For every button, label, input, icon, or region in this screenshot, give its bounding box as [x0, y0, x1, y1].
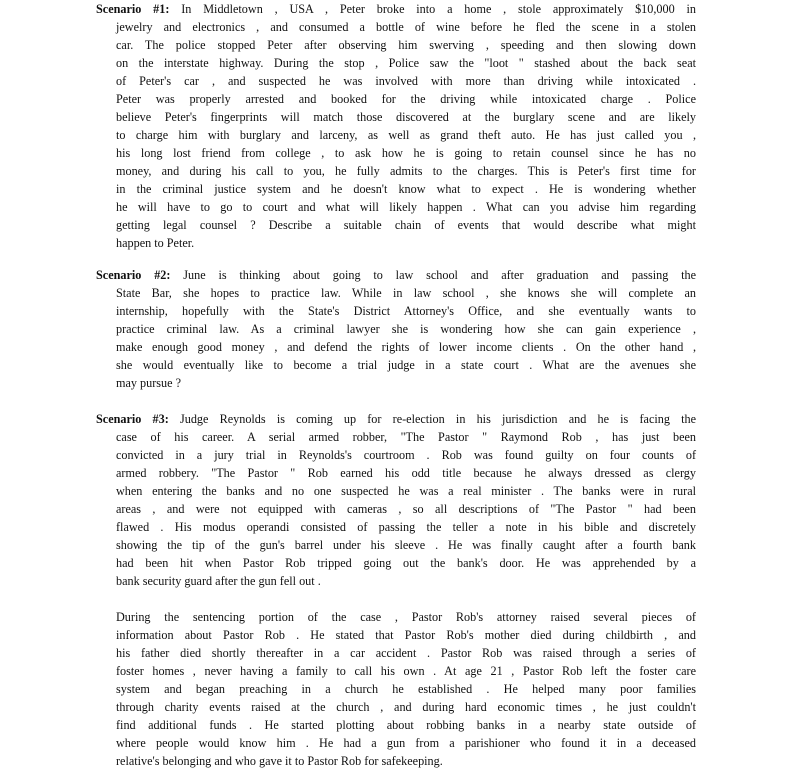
scenario-1-paragraph: [96, 0, 696, 252]
scenario-line: of Peter's car , and suspected he was involved with more than driving while intoxicated .: [116, 74, 696, 88]
scenario-line: areas , and were not equipped with cameras , so all descriptions of "The Pastor " had been: [116, 502, 696, 516]
scenario-line: flawed . His modus operandi consisted of passing the teller a note in his bible and discretely: [116, 520, 696, 534]
scenario-1-label: Scenario #1:: [96, 2, 170, 16]
scenario-line: make enough good money , and defend the rights of lower income clients . On the other hand ,: [116, 340, 696, 354]
scenario-line: bank security guard after the gun fell out .: [116, 574, 321, 588]
scenario-line: happen to Peter.: [116, 236, 195, 250]
scenario-line: practice criminal law. As a criminal lawyer she is wondering how she can gain experience ,: [116, 322, 696, 336]
scenario-line: system and began preaching in a church he established . He helped many poor families: [116, 682, 696, 696]
scenario-2-label: Scenario #2:: [96, 268, 171, 282]
scenario-line: Peter was properly arrested and booked for the driving while intoxicated charge . Police: [116, 92, 696, 106]
scenario-line: when entering the banks and no one suspected he was a real minister . The banks were in rural: [116, 484, 696, 498]
scenario-line: getting legal counsel ? Describe a suitable chain of events that would describe what might: [116, 218, 696, 232]
scenario-line: showing the tip of the gun's barrel under his sleeve . He was finally caught after a fourth bank: [116, 538, 696, 552]
scenario-line: had been hit when Pastor Rob tripped going out the bank's door. He was apprehended by a: [116, 556, 696, 570]
scenario-line: convicted in a jury trial in Reynolds's courtroom . Rob was found guilty on four counts of: [116, 448, 696, 462]
scenario-line: his father died shortly thereafter in a car accident . Pastor Rob was raised through a series of: [116, 646, 696, 660]
scenario-line: car. The police stopped Peter after observing him swerving , speeding and then slowing down: [116, 38, 696, 52]
scenario-line: he will have to go to court and what will likely happen . What can you advise him regarding: [116, 200, 696, 214]
scenario-line: Scenario #2: June is thinking about going to law school and after graduation and passing the: [96, 268, 697, 282]
scenario-line: through charity events raised at the church , and during hard economic times , he just couldn't: [116, 700, 696, 714]
scenario-line: armed robbery. "The Pastor " Rob earned his odd title because he always dressed as clergy: [116, 466, 696, 480]
scenario-line: information about Pastor Rob . He stated that Pastor Rob's mother died during childbirth , and: [116, 628, 696, 642]
scenario-line: may pursue ?: [116, 376, 181, 390]
scenario-3-label: Scenario #3:: [96, 412, 169, 426]
scenario-line: foster homes , never having a family to call his own . At age 21 , Pastor Rob left the foster care: [116, 664, 696, 678]
scenario-line: State Bar, she hopes to practice law. While in law school , she knows she will complete an: [116, 286, 696, 300]
scenario-3-continued-paragraph: [96, 608, 696, 770]
scenario-line: During the sentencing portion of the case , Pastor Rob's attorney raised several pieces of: [116, 610, 696, 624]
scenario-line: relative's belonging and who gave it to Pastor Rob for safekeeping.: [116, 754, 443, 768]
scenario-line: case of his career. A serial armed robber, "The Pastor " Raymond Rob , has just been: [116, 430, 696, 444]
scenario-line: money, and during his call to you, he fully admits to the charges. This is Peter's first time for: [116, 164, 696, 178]
scenario-line: to charge him with burglary and larceny, as well as grand theft auto. He has just called you ,: [116, 128, 696, 142]
scenario-line: internship, hopefully with the State's District Attorney's Office, and she eventually wants to: [116, 304, 696, 318]
scenario-line: she would eventually like to become a trial judge in a state court . What are the avenues she: [116, 358, 696, 372]
scenario-line: believe Peter's fingerprints will match those discovered at the burglary scene and are likely: [116, 110, 696, 124]
scenario-line: find additional funds . He started plotting about robbing banks in a nearby state outside of: [116, 718, 696, 732]
scenario-line: his long lost friend from college , to ask how he is going to retain counsel since he has no: [116, 146, 696, 160]
scenario-2-paragraph: [96, 266, 696, 392]
scenario-line: jewelry and electronics , and consumed a bottle of wine before he fled the scene in a stolen: [116, 20, 696, 34]
scenario-3-paragraph: [96, 410, 696, 590]
scenario-line: where people would know him . He had a gun from a parishioner who found it in a deceased: [116, 736, 696, 750]
scenario-line: Scenario #3: Judge Reynolds is coming up for re-election in his jurisdiction and he is facing the: [96, 412, 697, 426]
scenario-line: in the criminal justice system and he doesn't know what to expect . He is wondering whether: [116, 182, 696, 196]
scenario-line: Scenario #1: In Middletown , USA , Peter broke into a home , stole approximately $10,000 in: [96, 2, 696, 16]
scenario-line: on the interstate highway. During the stop , Police saw the "loot " stashed about the back seat: [116, 56, 696, 70]
